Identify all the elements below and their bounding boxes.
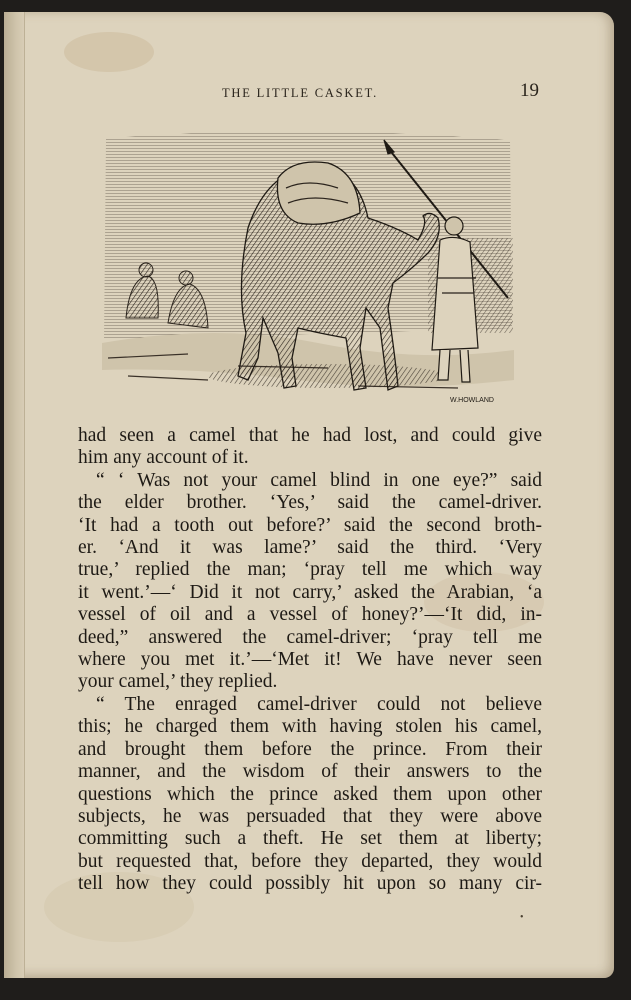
text-line: where you met it.’—‘Met it! We have never seen (78, 649, 542, 671)
page-number: 19 (520, 80, 539, 101)
page-gutter (4, 12, 25, 978)
text-line: deed,” answered the camel-driver; ‘pray tell me (78, 626, 542, 648)
text-line: “ The enraged camel-driver could not believe (96, 693, 542, 715)
text-line: subjects, he was persuaded that they were above (78, 805, 542, 827)
page-speck: • (520, 912, 524, 923)
text-line: the elder brother. ‘Yes,’ said the camel-driver. (78, 492, 542, 514)
text-line: true,’ replied the man; ‘pray tell me which way (78, 559, 542, 581)
paper-stain (64, 32, 154, 72)
text-line: tell how they could possibly hit upon so many cir- (78, 873, 542, 895)
text-line: ‘It had a tooth out before?’ said the second broth- (78, 514, 542, 536)
camel-engraving-illustration (98, 118, 518, 410)
text-line: it went.’—‘ Did it not carry,’ asked the Arabian, ‘a (78, 581, 542, 603)
text-line: vessel of oil and a vessel of honey?’—‘It did, in- (78, 604, 542, 626)
text-line: your camel,’ they replied. (78, 671, 278, 693)
text-line: had seen a camel that he had lost, and could give (78, 425, 542, 446)
text-line: him any account of it. (78, 447, 249, 469)
body-text (78, 425, 542, 896)
running-title: THE LITTLE CASKET. (222, 86, 379, 100)
text-line: er. ‘And it was lame?’ said the third. ‘Very (78, 537, 542, 559)
text-line: but requested that, before they departed, they would (78, 850, 542, 872)
text-line: manner, and the wisdom of their answers to the (78, 761, 542, 783)
text-line: and brought them before the prince. From their (78, 738, 542, 760)
text-line: this; he charged them with having stolen his camel, (78, 716, 542, 738)
text-line: “ ‘ Was not your camel blind in one eye?” said (96, 469, 542, 491)
engraver-signature: W.HOWLAND (450, 397, 494, 404)
text-line: questions which the prince asked them upon other (78, 783, 542, 805)
text-line: committing such a theft. He set them at liberty; (78, 828, 542, 850)
